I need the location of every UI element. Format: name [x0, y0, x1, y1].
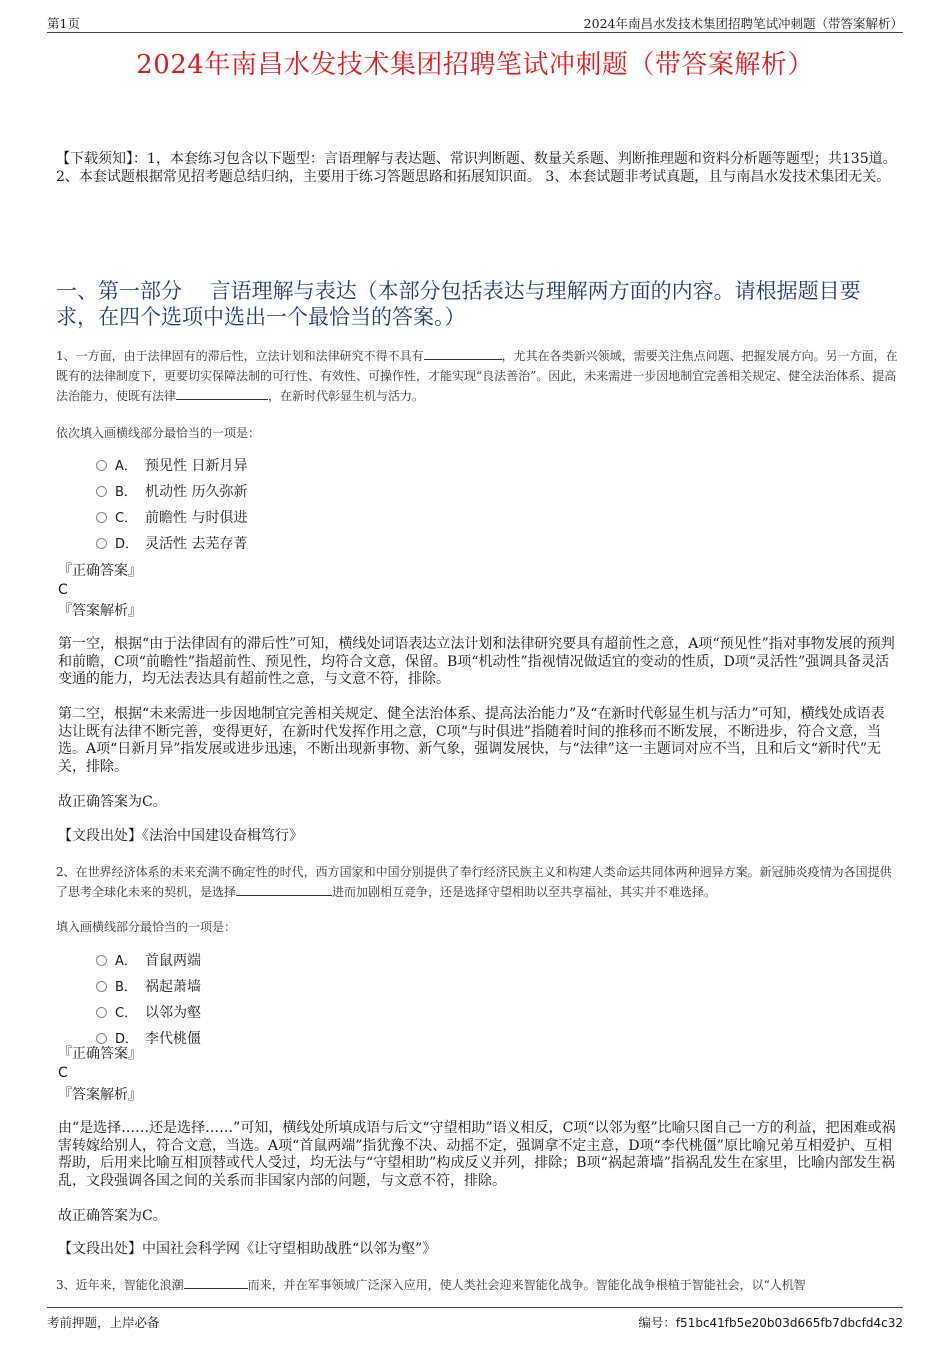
- q3-text-a: 3、近年来，智能化浪潮: [56, 1278, 184, 1292]
- q2-source: 【文段出处】中国社会科学网《让守望相助战胜“以邻为壑”》: [58, 1241, 437, 1257]
- q1-analysis-paragraph-1: 第一空，根据“由于法律固有的滞后性”可知，横线处词语表达立法计划和法律研究要具有超前性之意，A项“预见性”指对事物发展的预判和前瞻，C项“前瞻性”指超前性、预见性，均符合文意，保留。B项“机动性”指视情况做适宜的变动的性质，D项“灵活性”强调具备灵活变通的能力，均无法表达具有超前性之意，与文意不符，排除。: [58, 636, 895, 687]
- download-notice: 【下载须知】：1，本套练习包含以下题型：言语理解与表达题、常识判断题、数量关系题、判断推理题和资料分析题等题型；共135道。 2、本套试题根据常见招考题总结归纳，主要用于练习答题思路和拓展知识面。 3、本套试题非考试真题，且与南昌水发技术集团无关。: [56, 151, 897, 185]
- question-1-stem: [56, 346, 901, 406]
- page-header: [47, 14, 903, 33]
- section-heading: 一、第一部分 言语理解与表达（本部分包括表达与理解两方面的内容。请根据题目要求，在四个选项中选出一个最恰当的答案。）: [56, 279, 861, 329]
- q1-answer-label: 『正确答案』: [58, 563, 142, 579]
- q2-option-a[interactable]: A． 首鼠两端: [96, 951, 201, 971]
- q1-source: 【文段出处】《法治中国建设奋楫笃行》: [58, 828, 303, 844]
- q1-prompt: 依次填入画横线部分最恰当的一项是：: [56, 426, 261, 440]
- header-doc-title: 2024年南昌水发技术集团招聘笔试冲刺题（带答案解析）: [583, 16, 903, 31]
- radio-icon[interactable]: [96, 512, 107, 523]
- q1-text-c: ，在新时代彰显生机与活力。: [268, 389, 425, 403]
- q1-blank-1: [424, 347, 502, 360]
- q1-text-b: ，尤其在各类新兴领域，需要关注焦点问题、把握发展方向。另一方面，在既有的法律制度下，更要切实保障法制的可行性、有效性、可操作性，才能实现“良法善治”。因此，未来需进一步因地制宜完善相关规定、健全法治体系、提高法治能力，使既有法律: [56, 349, 898, 403]
- page-number: 第1页: [47, 16, 80, 31]
- q3-text-b: 而来，并在军事领域广泛深入应用，使人类社会迎来智能化战争。智能化战争根植于智能社会，以“人机智: [247, 1278, 806, 1292]
- q1-blank-2: [176, 387, 268, 400]
- radio-icon[interactable]: [96, 955, 107, 966]
- footer-code-value: f51bc41fb5e20b03d665fb7dbcfd4c32: [675, 1316, 903, 1330]
- q2-blank: [236, 883, 332, 896]
- q2-answer-label: 『正确答案』: [58, 1046, 142, 1062]
- q1-option-a[interactable]: A． 预见性 日新月异: [96, 456, 247, 476]
- q1-option-d[interactable]: D． 灵活性 去芜存菁: [96, 534, 247, 554]
- radio-icon[interactable]: [96, 1007, 107, 1018]
- question-3-stem: [56, 1275, 901, 1297]
- q1-text-a: 1、一方面，由于法律固有的滞后性，立法计划和法律研究不得不具有: [56, 349, 424, 363]
- radio-icon[interactable]: [96, 981, 107, 992]
- radio-icon[interactable]: [96, 1033, 107, 1044]
- footer-code: [638, 1313, 903, 1331]
- q2-analysis-label: 『答案解析』: [58, 1087, 142, 1103]
- q1-option-c[interactable]: C． 前瞻性 与时俱进: [96, 508, 247, 528]
- q1-analysis-label: 『答案解析』: [58, 603, 142, 619]
- q2-analysis-paragraph: 由“是选择……还是选择……”可知，横线处所填成语与后文“守望相助”语义相反，C项“以邻为壑”比喻只图自己一方的利益，把困难或祸害转嫁给别人，符合文意，当选。A项“首鼠两端”指犹豫不决、动摇不定，强调拿不定主意，D项“李代桃僵”原比喻兄弟互相爱护、互相帮助，后用来比喻互相顶替或代人受过，均无法与“守望相助”构成反义并列，排除；B项“祸起萧墙”指祸乱发生在家里，比喻内部发生祸乱，文段强调各国之间的关系而非国家内部的问题，与文意不符，排除。: [58, 1120, 896, 1189]
- radio-icon[interactable]: [96, 538, 107, 549]
- q2-answer: C: [58, 1065, 68, 1081]
- page-footer: [47, 1307, 903, 1332]
- q2-prompt: 填入画横线部分最恰当的一项是：: [56, 920, 237, 934]
- footer-code-label: 编号：: [638, 1315, 676, 1330]
- q2-text-b: 进而加剧相互竞争，还是选择守望相助以至共享福祉，其实并不难选择。: [332, 885, 717, 899]
- q2-option-d[interactable]: D． 李代桃僵: [96, 1029, 201, 1049]
- q2-option-c[interactable]: C． 以邻为壑: [96, 1003, 201, 1023]
- q1-conclusion: 故正确答案为C。: [58, 794, 167, 810]
- q1-analysis-paragraph-2: 第二空，根据“未来需进一步因地制宜完善相关规定、健全法治体系、提高法治能力”及“在新时代彰显生机与活力”可知，横线处成语表达让既有法律不断完善，变得更好，在新时代发挥作用之意，C项“与时俱进”指随着时间的推移而不断发展，不断进步，符合文意，当选。A项“日新月异”指发展或进步迅速，不断出现新事物、新气象，强调发展快，与“法律”这一主题词对应不当，且和后文“新时代”无关，排除。: [58, 706, 885, 775]
- q1-answer: C: [58, 582, 68, 598]
- q2-conclusion: 故正确答案为C。: [58, 1208, 167, 1224]
- q2-option-b[interactable]: B． 祸起萧墙: [96, 977, 201, 997]
- q3-blank: [184, 1276, 248, 1289]
- q1-option-b[interactable]: B． 机动性 历久弥新: [96, 482, 247, 502]
- q2-text-a: 2、在世界经济体系的未来充满不确定性的时代，西方国家和中国分别提供了奉行经济民族主义和构建人类命运共同体两种迥异方案。新冠肺炎疫情为各国提供了思考全球化未来的契机，是选择: [56, 865, 892, 899]
- question-2-stem: [56, 862, 901, 902]
- document-title: 2024年南昌水发技术集团招聘笔试冲刺题（带答案解析）: [136, 50, 814, 80]
- radio-icon[interactable]: [96, 460, 107, 471]
- radio-icon[interactable]: [96, 486, 107, 497]
- footer-slogan: 考前押题，上岸必备: [47, 1315, 160, 1330]
